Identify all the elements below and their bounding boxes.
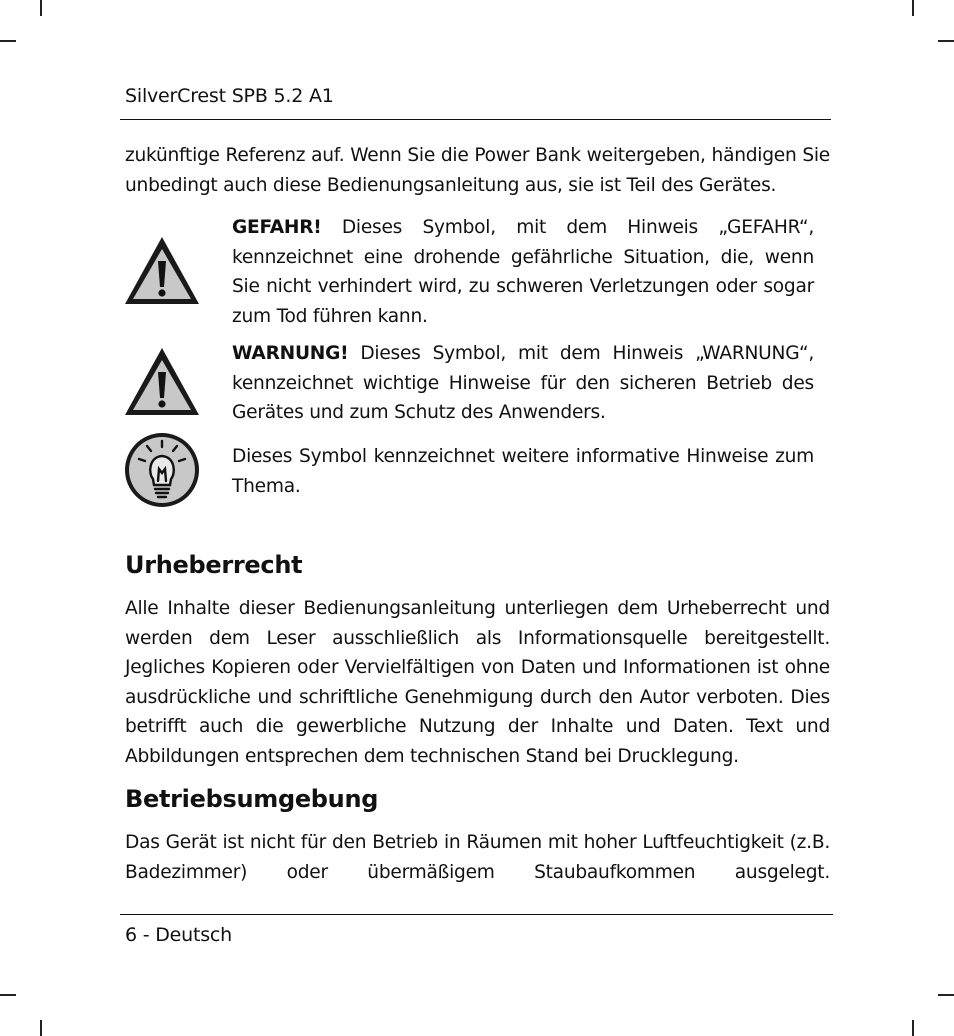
crop-mark <box>912 0 914 16</box>
crop-mark <box>938 40 954 42</box>
section-title-copyright: Urheberrecht <box>125 551 303 579</box>
notice-info-text <box>232 442 814 501</box>
notice-info-body: Dieses Symbol kennzeichnet weitere informative Hinweise zum Thema. <box>232 446 814 497</box>
footer-rule <box>120 914 833 915</box>
copyright-paragraph: Alle Inhalte dieser Bedienungsanleitung unterliegen dem Urheberrecht und werden dem Leser ausschließlich als Informationsquelle bereitgestellt. Jegliches Kopieren oder Vervielfältigen von Daten und Informationen ist ohne ausdrückliche und schriftliche Genehmigung durch den Autor verboten. Dies betrifft auch die gewerbliche Nutzung der Inhalte und Daten. Text und Abbildungen entsprechen dem technischen Stand bei Drucklegung. <box>125 598 830 767</box>
section-title-environment: Betriebsumgebung <box>125 785 379 813</box>
crop-mark <box>0 40 16 42</box>
notice-danger-body: Dieses Symbol, mit dem Hinweis „GEFAHR“, kennzeichnet eine drohende gefährliche Situation, die, wenn Sie nicht verhindert wird, zu schweren Verletzungen oder sogar zum Tod führen kann. <box>232 217 814 327</box>
lightbulb-icon <box>123 431 201 509</box>
notice-danger-text <box>232 213 814 331</box>
notice-warning-label: WARNUNG! <box>232 343 349 364</box>
page-number: 6 - Deutsch <box>125 924 233 946</box>
crop-mark <box>912 1020 914 1036</box>
crop-mark <box>0 994 16 996</box>
notice-warning-body: Dieses Symbol, mit dem Hinweis „WARNUNG“, kennzeichnet wichtige Hinweise für den sicheren Betrieb des Gerätes und zum Schutz des Anwenders. <box>232 343 814 423</box>
environment-paragraph: Das Gerät ist nicht für den Betrieb in Räumen mit hoher Luftfeuchtigkeit (z.B. Badezimmer) oder übermäßigem Staubaufkommen ausgelegt. <box>125 832 830 883</box>
crop-mark <box>40 1020 42 1036</box>
notice-danger-label: GEFAHR! <box>232 217 322 238</box>
intro-paragraph: zukünftige Referenz auf. Wenn Sie die Power Bank weitergeben, händigen Sie unbedingt auch diese Bedienungsanleitung aus, sie ist Teil des Gerätes. <box>125 145 830 196</box>
warning-triangle-icon <box>123 235 201 306</box>
crop-mark <box>40 0 42 16</box>
header-rule <box>120 119 831 120</box>
warning-triangle-icon <box>123 346 201 417</box>
crop-mark <box>938 994 954 996</box>
notice-warning-text <box>232 339 814 428</box>
page-header-title: SilverCrest SPB 5.2 A1 <box>125 85 334 107</box>
